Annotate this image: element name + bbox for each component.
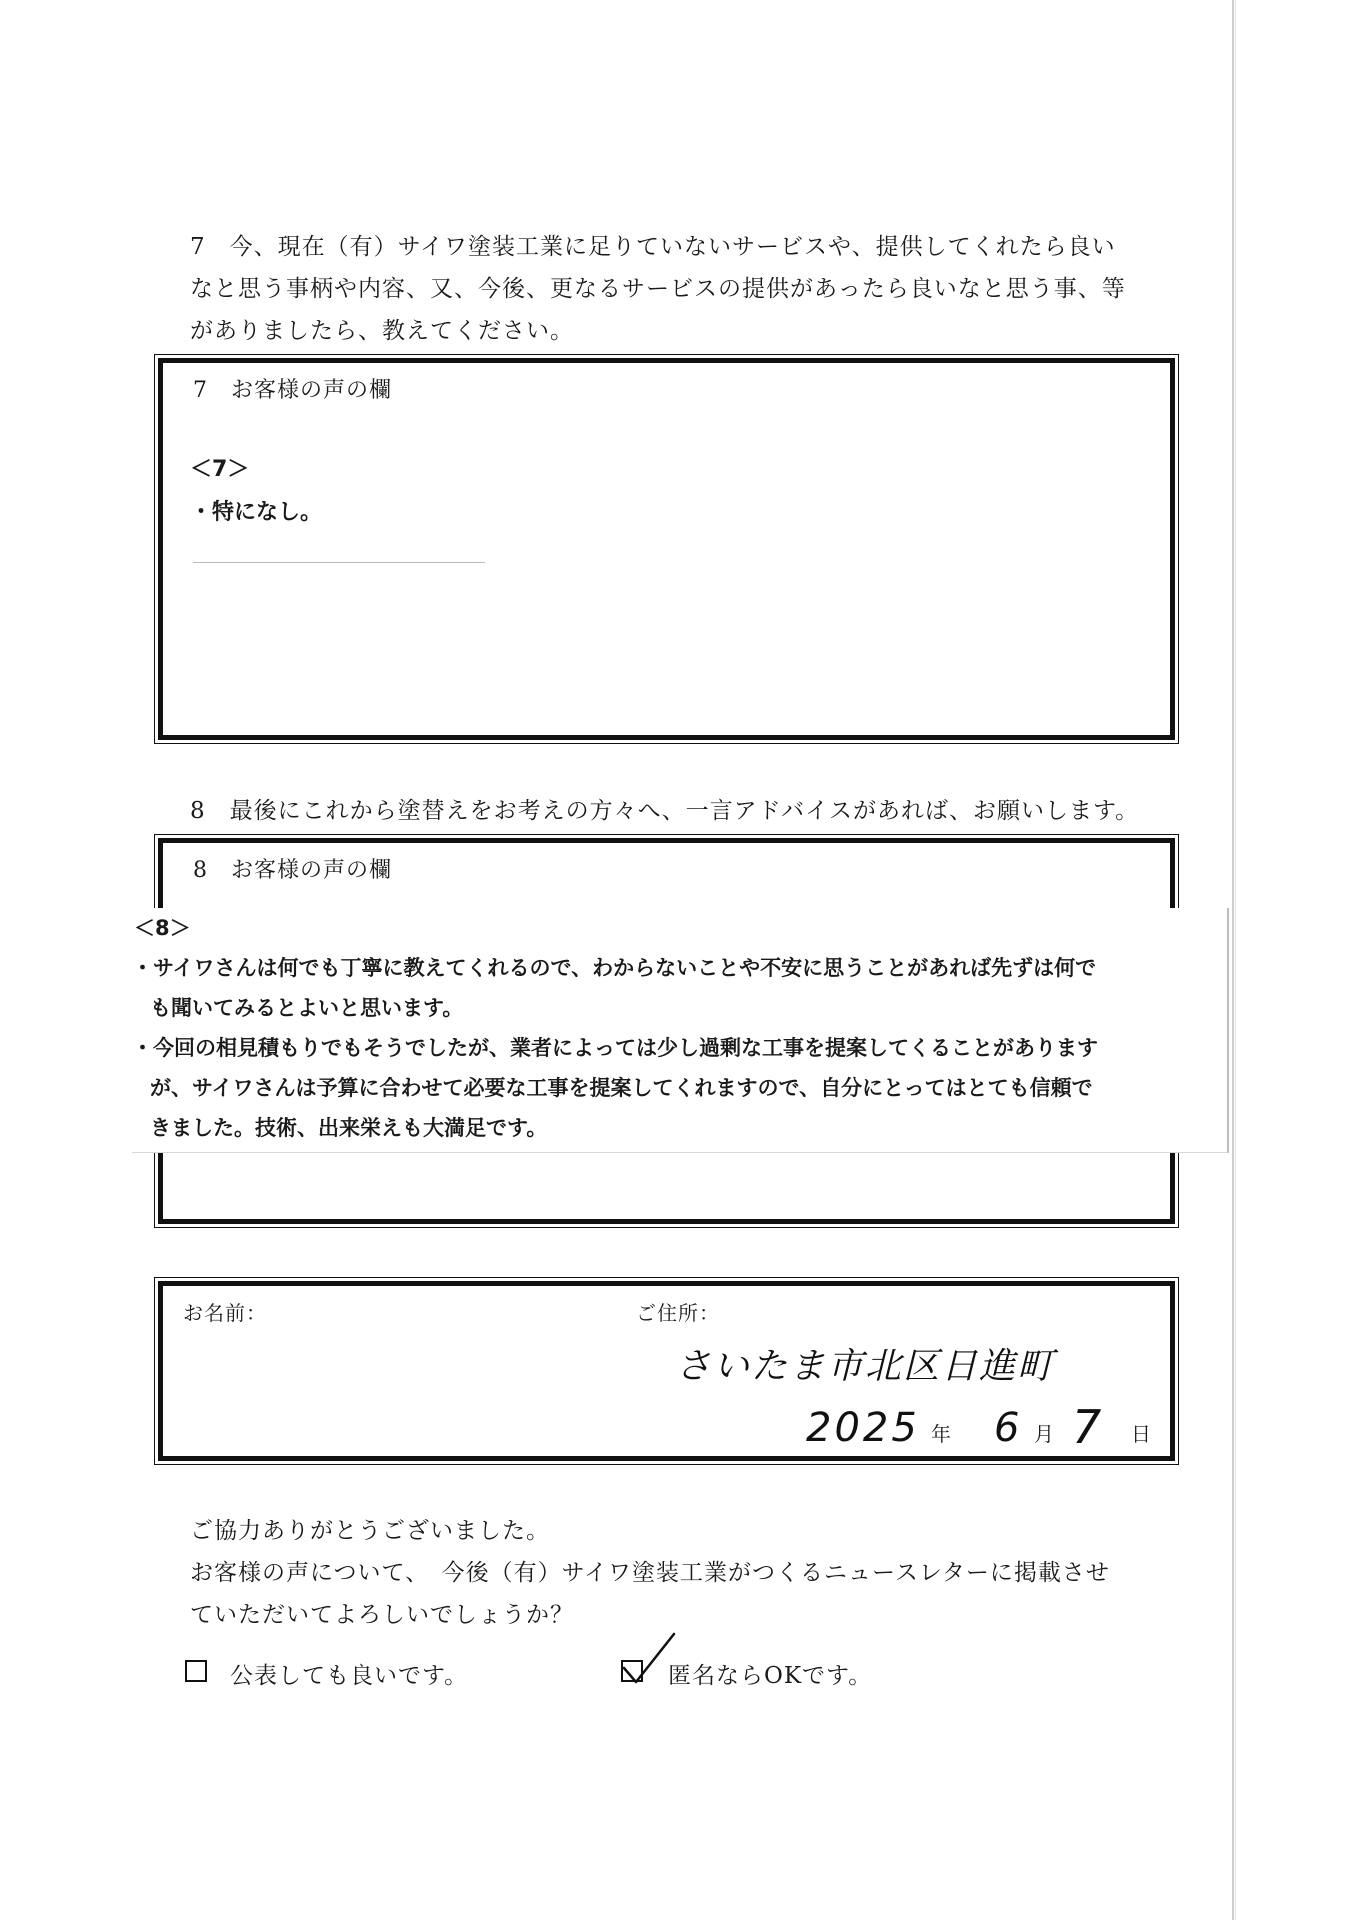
answer-box-7-title: 7 お客様の声の欄 bbox=[193, 378, 392, 403]
month-handwritten: 6 bbox=[994, 1405, 1020, 1451]
answer-8-text bbox=[132, 908, 1227, 1148]
answer-8-line-2: も聞いてみるとよいと思います。 bbox=[150, 996, 464, 1020]
question-8-text bbox=[190, 790, 1170, 832]
page-edge-line-2 bbox=[1235, 0, 1236, 1920]
answer-8-line-4: が、サイワさんは予算に合わせて必要な工事を提案してくれますので、自分にとってはとても信頼で bbox=[150, 1076, 1093, 1100]
public-ok-checkbox[interactable] bbox=[185, 1660, 207, 1682]
year-label: 年 bbox=[931, 1422, 952, 1446]
answer-7-heading: ＜7＞ bbox=[190, 457, 250, 482]
question-8-line: 8 最後にこれから塗替えをお考えの方々へ、一言アドバイスがあれば、お願いします。 bbox=[190, 798, 1140, 824]
closing-thanks: ご協力ありがとうございました。 bbox=[190, 1518, 550, 1544]
address-label: ご住所： bbox=[636, 1301, 720, 1325]
question-7-line-1: 7 今、現在（有）サイワ塗装工業に足りていないサービスや、提供してくれたら良い bbox=[190, 234, 1116, 260]
answer-8-pasted-note bbox=[132, 908, 1229, 1153]
closing-line-2: ていただいてよろしいでしょうか？ bbox=[190, 1602, 574, 1628]
closing-text bbox=[190, 1510, 1170, 1636]
answer-8-heading: ＜8＞ bbox=[134, 916, 191, 940]
anonymous-ok-label: 匿名ならOKです。 bbox=[668, 1663, 873, 1689]
answer-8-line-1: ・サイワさんは何でも丁寧に教えてくれるので、わからないことや不安に思うことがあれば先ずは何で bbox=[132, 956, 1097, 980]
year-handwritten: 2025 bbox=[806, 1405, 920, 1451]
day-handwritten: 7 bbox=[1072, 1400, 1102, 1454]
answer-8-line-5: きました。技術、出来栄えも大満足です。 bbox=[150, 1116, 548, 1140]
question-7-text bbox=[190, 226, 1170, 352]
question-7-line-2: なと思う事柄や内容、又、今後、更なるサービスの提供があったら良いなと思う事、等 bbox=[190, 276, 1126, 302]
closing-line-1: お客様の声について、 今後（有）サイワ塗装工業がつくるニュースレターに掲載させ bbox=[190, 1560, 1110, 1586]
answer-8-line-3: ・今回の相見積もりでもそうでしたが、業者によっては少し過剰な工事を提案してくることがあります bbox=[132, 1036, 1098, 1060]
public-ok-label: 公表しても良いです。 bbox=[230, 1663, 469, 1689]
day-label: 日 bbox=[1131, 1422, 1152, 1446]
name-label: お名前： bbox=[183, 1301, 267, 1325]
address-handwritten: さいたま市北区日進町 bbox=[675, 1346, 1056, 1387]
answer-box-7 bbox=[158, 358, 1175, 740]
answer-7-underline bbox=[193, 562, 485, 563]
question-7-line-3: がありましたら、教えてください。 bbox=[190, 318, 574, 344]
page-edge-line bbox=[1232, 0, 1234, 1920]
answer-box-8-title: 8 お客様の声の欄 bbox=[193, 858, 392, 883]
month-label: 月 bbox=[1034, 1422, 1055, 1446]
answer-7-text: ・特になし。 bbox=[190, 500, 323, 525]
